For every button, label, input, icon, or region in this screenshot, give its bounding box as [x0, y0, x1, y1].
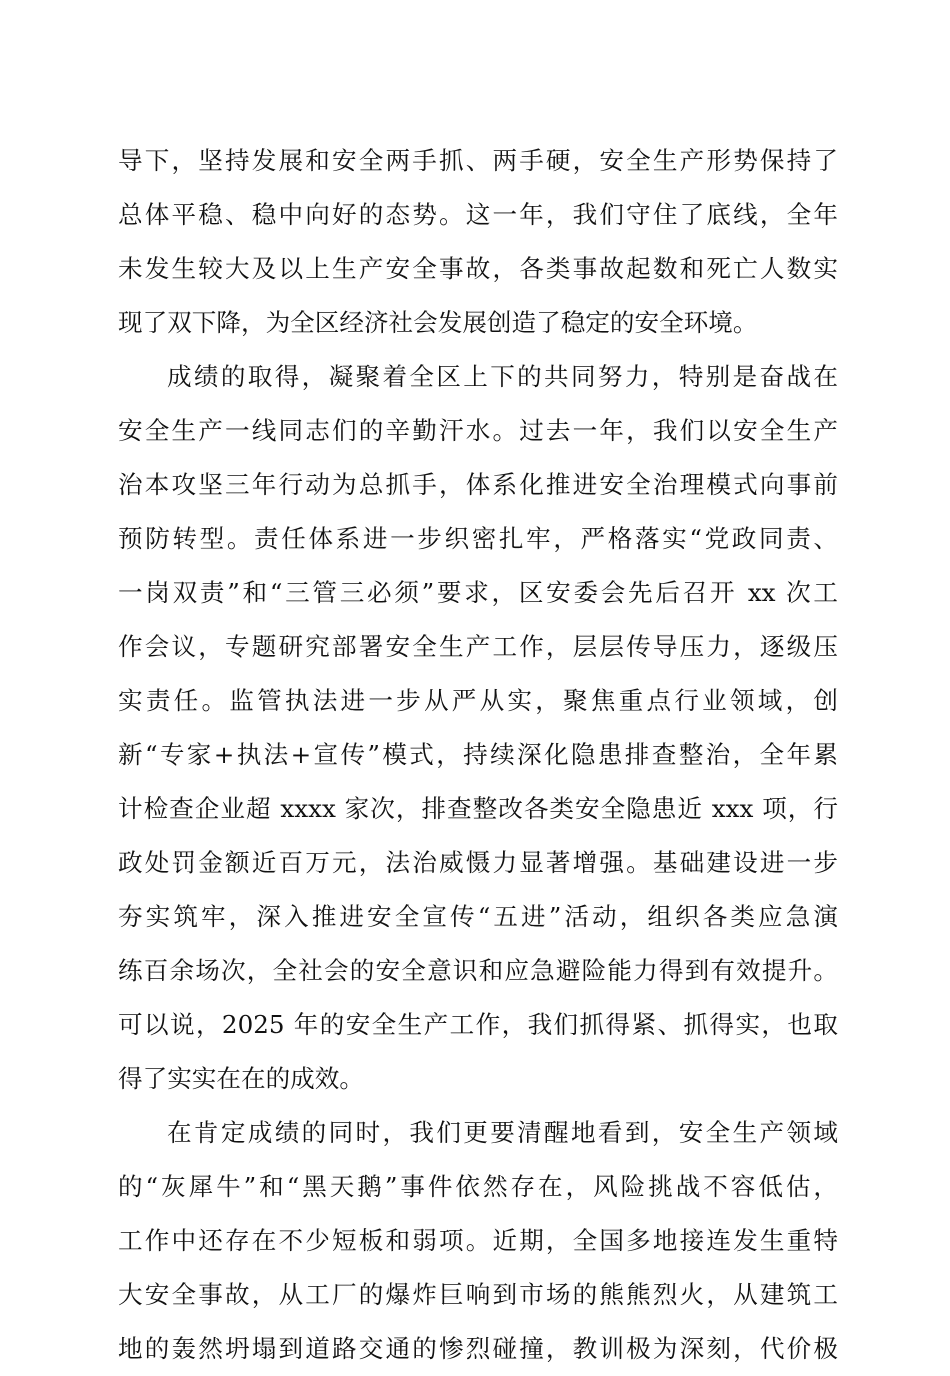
- text-line: 成绩的取得，凝聚着全区上下的共同努力，特别是奋战在: [167, 362, 838, 391]
- document-body: [118, 134, 838, 1376]
- text-line: 可以说，2025 年的安全生产工作，我们抓得紧、抓得实，也取: [118, 1010, 838, 1039]
- text-line: 总体平稳、稳中向好的态势。这一年，我们守住了底线，全年: [118, 200, 838, 229]
- text-line: 一岗双责”和“三管三必须”要求，区安委会先后召开 xx 次工: [118, 578, 838, 607]
- text-line: 治本攻坚三年行动为总抓手，体系化推进安全治理模式向事前: [118, 470, 838, 499]
- text-line: 计检查企业超 xxxx 家次，排查整改各类安全隐患近 xxx 项，行: [118, 794, 838, 823]
- text-line: 新“专家+执法+宣传”模式，持续深化隐患排查整治，全年累: [118, 740, 838, 769]
- text-line: 实责任。监管执法进一步从严从实，聚焦重点行业领域，创: [118, 686, 838, 715]
- paragraph-3: [118, 1106, 838, 1376]
- text-line: 预防转型。责任体系进一步织密扎牢，严格落实“党政同责、: [118, 524, 838, 553]
- text-line: 导下，坚持发展和安全两手抓、两手硬，安全生产形势保持了: [118, 146, 838, 175]
- paragraph-2: [118, 350, 838, 1106]
- text-line: 夯实筑牢，深入推进安全宣传“五进”活动，组织各类应急演: [118, 902, 838, 931]
- text-line: 练百余场次，全社会的安全意识和应急避险能力得到有效提升。: [118, 956, 838, 985]
- text-line: 大安全事故，从工厂的爆炸巨响到市场的熊熊烈火，从建筑工: [118, 1280, 838, 1309]
- text-line: 政处罚金额近百万元，法治威慑力显著增强。基础建设进一步: [118, 848, 838, 877]
- text-line: 得了实实在在的成效。: [118, 1064, 364, 1093]
- text-line: 现了双下降，为全区经济社会发展创造了稳定的安全环境。: [118, 308, 758, 337]
- text-line: 作会议，专题研究部署安全生产工作，层层传导压力，逐级压: [118, 632, 838, 661]
- text-line: 地的轰然坍塌到道路交通的惨烈碰撞，教训极为深刻，代价极: [118, 1334, 838, 1363]
- text-line: 工作中还存在不少短板和弱项。近期，全国多地接连发生重特: [118, 1226, 838, 1255]
- text-line: 的“灰犀牛”和“黑天鹅”事件依然存在，风险挑战不容低估，: [118, 1172, 838, 1201]
- text-line: 未发生较大及以上生产安全事故，各类事故起数和死亡人数实: [118, 254, 838, 283]
- paragraph-1: [118, 134, 838, 350]
- text-line: 安全生产一线同志们的辛勤汗水。过去一年，我们以安全生产: [118, 416, 838, 445]
- text-line: 在肯定成绩的同时，我们更要清醒地看到，安全生产领域: [167, 1118, 838, 1147]
